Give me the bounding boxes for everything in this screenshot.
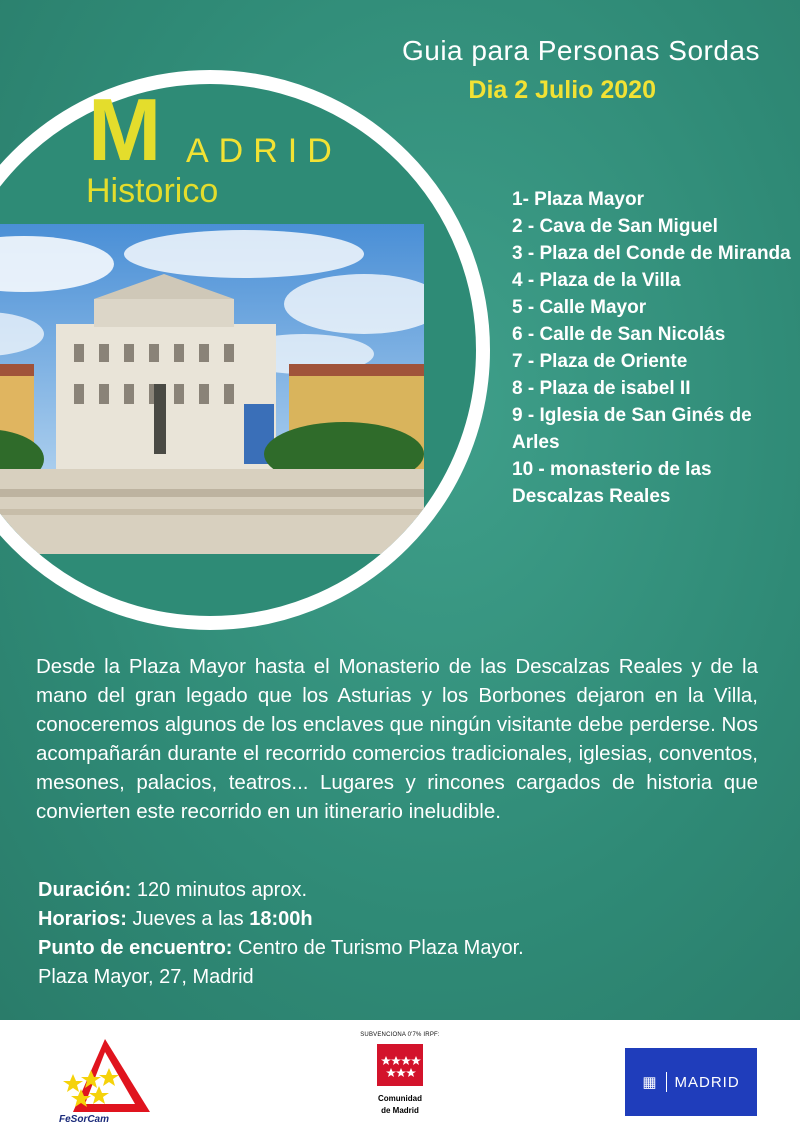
list-item: 5 - Calle Mayor [512, 297, 647, 318]
list-item: 9 - Iglesia de San Ginés de Arles [512, 405, 752, 453]
fesorcam-name: FeSorCam [59, 1114, 110, 1124]
schedule-time: 18:00h [249, 908, 313, 930]
duration-label: Duración: [38, 879, 132, 901]
logo-divider [666, 1072, 667, 1092]
subsidy-text: SUBVENCIONA 0'7% IRPF: [360, 1032, 440, 1038]
teatro-real-photo [0, 224, 424, 554]
list-item: 4 - Plaza de la Villa [512, 270, 681, 291]
city-initial: M [88, 80, 162, 179]
event-date: Dia 2 Julio 2020 [468, 76, 656, 104]
city-name-rest: ADRID [186, 132, 342, 170]
list-item: 3 - Plaza del Conde de Miranda [512, 243, 791, 264]
madrid-logo-text: MADRID [674, 1073, 740, 1091]
comunidad-name-line1: Comunidad [378, 1094, 422, 1103]
list-item: 6 - Calle de San Nicolás [512, 324, 726, 345]
list-item: 8 - Plaza de isabel II [512, 378, 691, 399]
madrid-crest-icon: ▦ [642, 1074, 658, 1091]
meeting-value: Centro de Turismo Plaza Mayor. [232, 937, 524, 959]
meeting-line [38, 934, 758, 963]
schedule-label: Horarios: [38, 908, 127, 930]
list-item: 10 - monasterio de las Descalzas Reales [512, 459, 712, 507]
schedule-line [38, 905, 758, 934]
meeting-label: Punto de encuentro: [38, 937, 233, 959]
duration-line [38, 876, 758, 905]
list-item: 2 - Cava de San Miguel [512, 216, 718, 237]
subtitle: Historico [86, 172, 219, 210]
list-item: 1- Plaza Mayor [512, 189, 644, 210]
comunidad-name-line2: de Madrid [381, 1106, 419, 1115]
ayuntamiento-madrid-logo [625, 1048, 757, 1116]
description: Desde la Plaza Mayor hasta el Monasterio de las Descalzas Reales y de la mano del gran legado que los Asturias y los Borbones dejaron en la Villa, conoceremos algunos de los enclaves que ningún visitante debe perderse. Nos acompañarán durante el recorrido comercios tradicionales, iglesias, conventos, mesones, palacios, teatros... Lugares y rincones cargados de historia que convierten este recorrido en un itinerario ineludible. [36, 655, 758, 823]
comunidad-flag-icon [377, 1044, 423, 1086]
duration-value: 120 minutos aprox. [131, 879, 307, 901]
address: Plaza Mayor, 27, Madrid [38, 966, 254, 988]
stops-list [512, 186, 797, 510]
footer [0, 1020, 800, 1131]
schedule-value: Jueves a las [126, 908, 250, 930]
info-block [38, 876, 758, 992]
guide-title: Guia para Personas Sordas [401, 35, 760, 66]
fesorcam-logo [55, 1034, 160, 1124]
list-item: 7 - Plaza de Oriente [512, 351, 688, 372]
comunidad-madrid-logo [355, 1032, 445, 1128]
